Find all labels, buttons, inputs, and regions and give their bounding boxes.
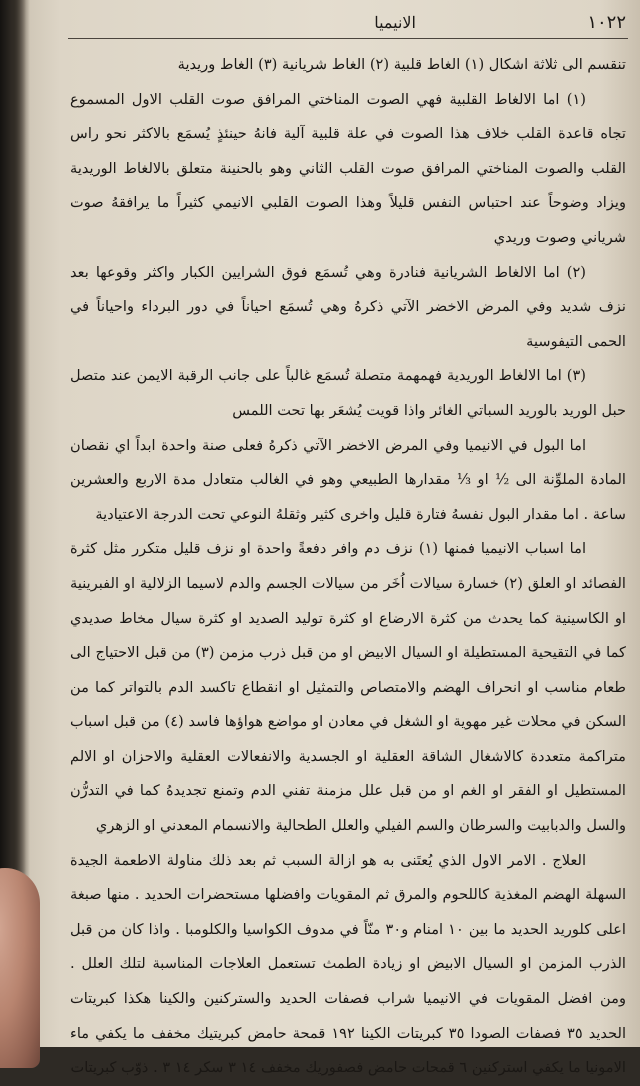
paragraph-arterial-murmurs: (٢) اما الالغاط الشريانية فنادرة وهي تُسمَع فوق الشرايين الكبار واكثر وقوعها بعد نزف شديد وفي المرض الاخضر الآتي ذكرهُ وهي تُسمَع احياناً في دور البرداء واحياناً في الحمى التيفوسية (70, 263, 626, 350)
book-page (28, 0, 640, 1077)
page-number: ١٠٢٢ (587, 11, 626, 33)
running-title: الانيميا (374, 12, 416, 32)
paragraph-causes: اما اسباب الانيميا فمنها (١) نزف دم وافر دفعةً واحدة او نزف قليل متكرر مثل كثرة الفصائد او العلق (٢) خسارة سيالات اُخَر من سيالات الجسم والدم لاسيما الزلالية او الفبرينية او الكاسينية كما يحدث من كثرة الارضاع او كثرة توليد الصديد او كثرة سيال مخاط صديدي كما في التقيحية المستطيلة او السيال الابيض او من قبل ذرب مزمن (٣) من قبل الاحتياج الى طعام مناسب او انحراف الهضم والامتصاص والتمثيل او انقطاع تاكسد الدم بالتواتر كما من السكن في محلات غير مهوية او الشغل في معادن او مواضع هواؤها فاسد (٤) من قبل اسباب متراكمة متعددة كالاشغال الشاقة العقلية او الجسدية والانفعالات العقلية والاحزان او الالم المستطيل او الفقر او الغم او من قبل علل مزمنة تفني الدم وتمنع تجديدهُ كما في التدرُّن والسل والدبابيت والسرطان والسم الفيلي والعلل الطحالية والانسمام المعدني او الزهري (70, 540, 627, 835)
paragraph-treatment: العلاج . الامر الاول الذي يُعتَنى به هو ازالة السبب ثم بعد ذلك مناولة الاطعمة الجيدة السهلة الهضم المغذية كاللحوم والمرق ثم المقويات وافضلها مستحضرات الحديد . منها صبغة اعلى كلوريد الحديد ما بين ١٠ امنام و٣٠ منّاً في مدوف الكواسيا والكلومبا . واذا كان من قبل الذرب المزمن او السيال الابيض او زيادة الطمث تستعمل العلاجات المناسبة لتلك العلل . ومن افضل المقويات في الانيميا شراب فصفات الحديد والستركنين والكينا هكذا كبريتات الحديد ٣٥ فصفات الصودا ٣٥ كبريتات الكينا ١٩٢ قمحة حامض كبريتيك مخفف ما يكفي ماء الامونيا ما يكفي استركنين ٦ قمحات حامض فصفوريك مخفف ١٤ ٣ سكر ١٤ ٣ . ذوّب كبريتات (70, 851, 626, 1077)
page-header (68, 8, 626, 36)
paragraph-intro: تنقسم الى ثلاثة اشكال (١) الغاط قلبية (٢) الغاط شريانية (٣) الغاط وريدية (177, 56, 626, 73)
paragraph-venous-murmurs: (٣) اما الالغاط الوريدية فهمهمة متصلة تُسمَع غالباً على جانب الرقبة الايمن عند متصل حبل الوريد بالوريد السباتي الغائر واذا قويت يُشعَر بها تحت اللمس (70, 367, 626, 419)
thumb-holding-page (0, 868, 40, 1068)
paragraph-urine: اما البول في الانيميا وفي المرض الاخضر الآتي ذكرهُ فعلى صنة واحدة ابداً اي نقصان المادة الملوِّنة الى ½ او ⅓ مقدارها الطبيعي وهو في الغالب متعادل مدة الاربع والعشرين ساعة . اما مقدار البول نفسهُ فتارة قليل واخرى كثير وثقلهُ النوعي تحت الدرجة الاعتيادية (70, 436, 626, 523)
header-rule (68, 38, 628, 39)
paragraph-cardiac-murmurs: (١) اما الالغاط القلبية فهي الصوت المناختي المرافق صوت القلب الاول المسموع تجاه قاعدة القلب خلاف هذا الصوت في علة قلبية آلية فانهُ حينئذٍ يُسمَع بالاكثر نحو راس القلب والصوت المناختي المرافق صوت القلب الثاني وهو بالحنينة متعلق بالالغاط الوريدية ويزاد وضوحاً عند احتباس النفس قليلاً وهذا الصوت القلبي الانيمي كثيراً ما يرافقهُ صوت شرياني وصوت وريدي (70, 90, 626, 246)
page-body (70, 48, 626, 1086)
